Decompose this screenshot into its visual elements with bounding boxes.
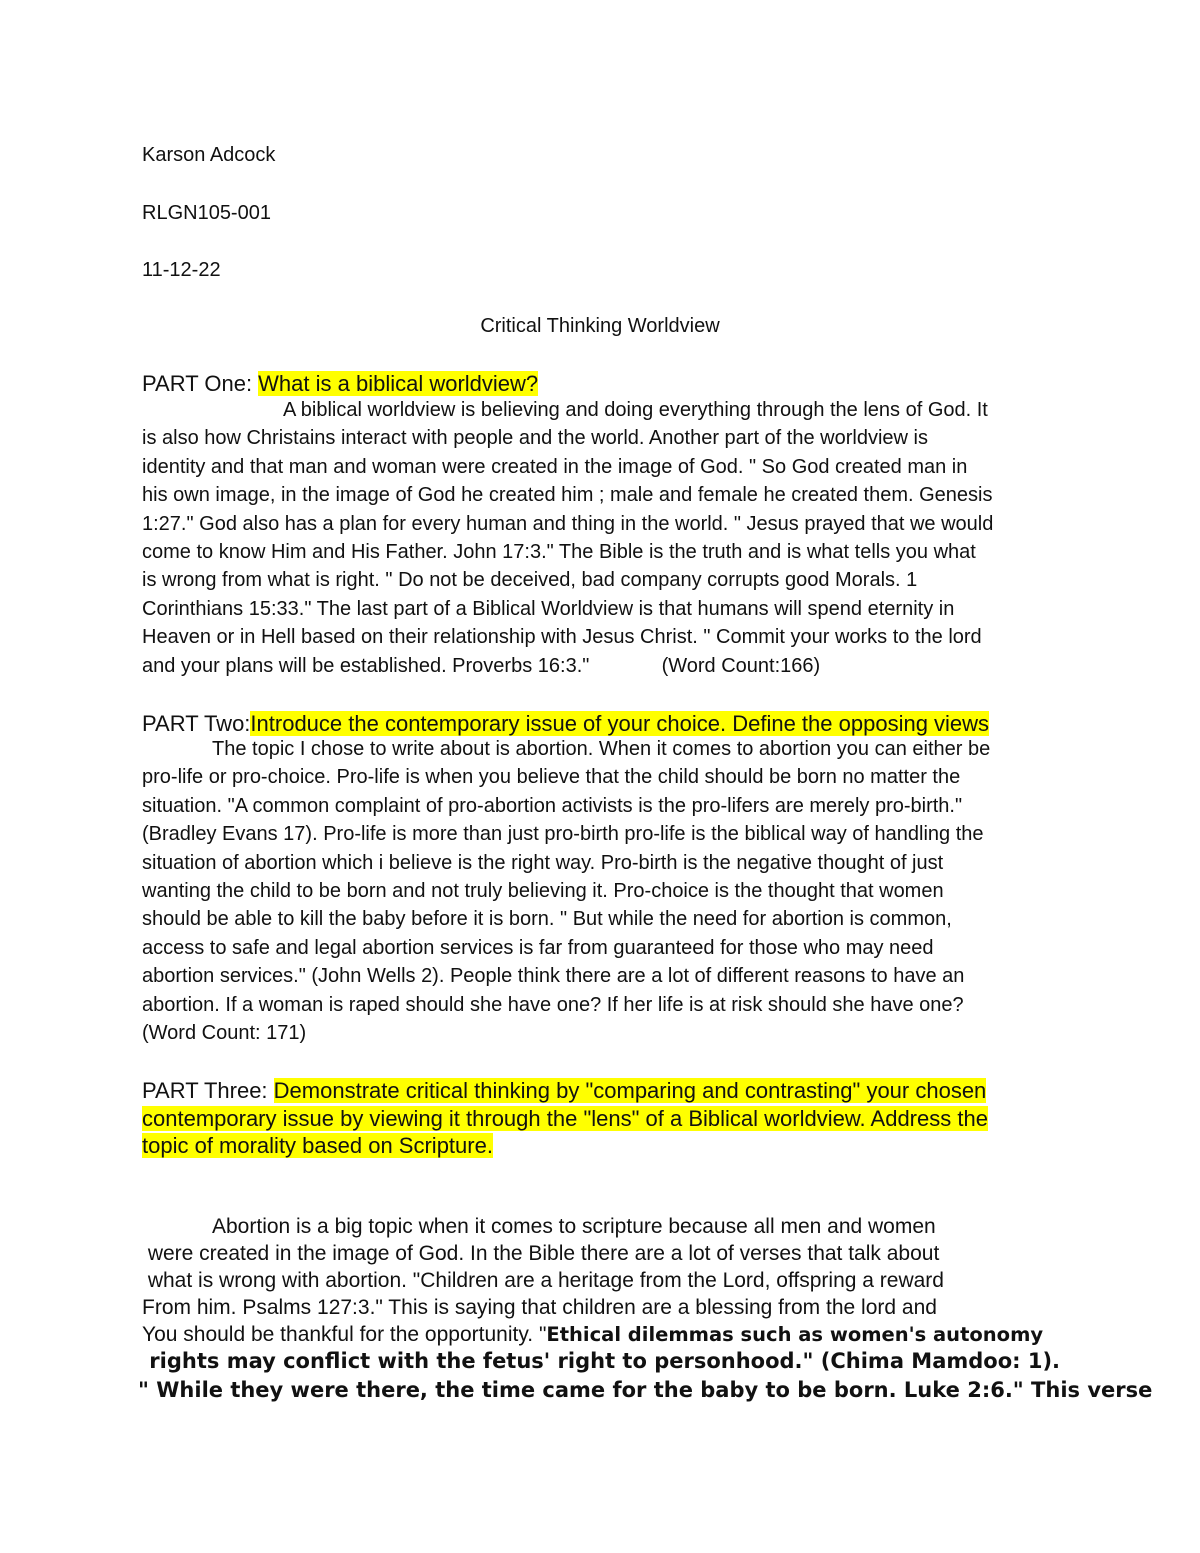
body-line: A biblical worldview is believing and doing everything through the lens of God. It bbox=[283, 399, 988, 421]
body-line: situation. "A common complaint of pro-abortion activists is the pro-lifers are merely pro-birth." bbox=[142, 795, 963, 817]
bold-quote-line: rights may conflict with the fetus' right to personhood." (Chima Mamdoo: 1). bbox=[142, 1349, 1061, 1373]
body-line: Corinthians 15:33." The last part of a Biblical Worldview is that humans will spend eternity in bbox=[142, 598, 955, 620]
body-line: is wrong from what is right. " Do not be deceived, bad company corrupts good Morals. 1 bbox=[142, 569, 918, 591]
body-line: access to safe and legal abortion services is far from guaranteed for those who may need bbox=[142, 937, 934, 959]
body-line: (Word Count: 171) bbox=[142, 1022, 307, 1044]
part-three-question: topic of morality based on Scripture. bbox=[142, 1133, 493, 1158]
body-line: pro-life or pro-choice. Pro-life is when you believe that the child should be born no matter the bbox=[142, 766, 961, 788]
part-one-question: What is a biblical worldview? bbox=[258, 371, 539, 396]
body-line: From him. Psalms 127:3." This is saying that children are a blessing from the lord and bbox=[142, 1296, 937, 1319]
part-three-label: PART Three: bbox=[142, 1078, 274, 1103]
part-three-heading-cont bbox=[142, 1135, 493, 1157]
bold-quote: Ethical dilemmas such as women's autonomy bbox=[546, 1323, 1044, 1346]
body-line: is also how Christains interact with people and the world. Another part of the worldview is bbox=[142, 427, 928, 449]
body-line: (Bradley Evans 17). Pro-life is more than just pro-birth pro-life is the biblical way of handling the bbox=[142, 823, 984, 845]
part-one-label: PART One: bbox=[142, 371, 259, 396]
body-line: The topic I chose to write about is abortion. When it comes to abortion you can either be bbox=[212, 738, 991, 760]
body-line: abortion services." (John Wells 2). People think there are a lot of different reasons to have an bbox=[142, 965, 965, 987]
body-line: his own image, in the image of God he created him ; male and female he created them. Genesis bbox=[142, 484, 993, 506]
body-line: were created in the image of God. In the Bible there are a lot of verses that talk about bbox=[142, 1242, 940, 1265]
document-title: Critical Thinking Worldview bbox=[480, 315, 720, 337]
part-three-heading bbox=[142, 1080, 986, 1102]
body-line: what is wrong with abortion. "Children are a heritage from the Lord, offspring a reward bbox=[142, 1269, 944, 1292]
body-line: should be able to kill the baby before it is born. " But while the need for abortion is common, bbox=[142, 908, 952, 930]
part-two-heading bbox=[142, 713, 989, 735]
body-line: 1:27." God also has a plan for every human and thing in the world. " Jesus prayed that we would bbox=[142, 513, 994, 535]
body-line: identity and that man and woman were created in the image of God. " So God created man in bbox=[142, 456, 968, 478]
author-name: Karson Adcock bbox=[142, 144, 276, 166]
body-line: Heaven or in Hell based on their relationship with Jesus Christ. " Commit your works to the lord bbox=[142, 626, 982, 648]
part-two-question: Introduce the contemporary issue of your choice. Define the opposing views bbox=[250, 711, 990, 736]
part-two-label: PART Two: bbox=[142, 711, 251, 736]
part-one-heading bbox=[142, 373, 538, 395]
part-three-question: Demonstrate critical thinking by "comparing and contrasting" your chosen bbox=[273, 1078, 987, 1103]
body-line: situation of abortion which i believe is the right way. Pro-birth is the negative thought of just bbox=[142, 852, 944, 874]
document-date: 11-12-22 bbox=[142, 259, 221, 281]
body-text: You should be thankful for the opportunity. " bbox=[142, 1323, 547, 1346]
part-three-question: contemporary issue by viewing it through the "lens" of a Biblical worldview. Address the bbox=[142, 1106, 988, 1131]
body-line: Abortion is a big topic when it comes to scripture because all men and women bbox=[212, 1215, 936, 1238]
body-line bbox=[142, 1324, 1043, 1345]
course-code: RLGN105-001 bbox=[142, 202, 271, 224]
body-line: abortion. If a woman is raped should she have one? If her life is at risk should she have one? bbox=[142, 994, 964, 1016]
body-line: wanting the child to be born and not truly believing it. Pro-choice is the thought that women bbox=[142, 880, 944, 902]
part-three-heading-cont bbox=[142, 1108, 988, 1130]
body-line: and your plans will be established. Proverbs 16:3." (Word Count:166) bbox=[142, 655, 821, 677]
body-line: come to know Him and His Father. John 17:3." The Bible is the truth and is what tells you what bbox=[142, 541, 976, 563]
bold-quote-line: " While they were there, the time came for the baby to be born. Luke 2:6." This verse bbox=[138, 1378, 1153, 1402]
